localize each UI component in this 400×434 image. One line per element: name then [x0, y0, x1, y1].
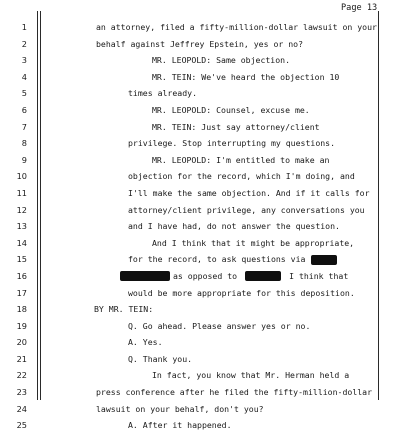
line-number: 18 [16, 304, 27, 315]
transcript-line [0, 185, 400, 202]
transcript-line [0, 52, 400, 69]
line-text-segment: A. After it happened. [128, 420, 232, 431]
transcript-line [0, 251, 400, 268]
line-text [128, 351, 192, 368]
line-number: 19 [16, 320, 27, 331]
line-text-segment: lawsuit on your behalf, don't you? [96, 403, 264, 414]
line-text-segment: Q. Go ahead. Please answer yes or no. [128, 320, 311, 331]
line-number: 25 [16, 420, 27, 431]
line-text [152, 102, 310, 119]
line-text [120, 268, 348, 285]
line-text [96, 36, 303, 53]
line-text [152, 152, 329, 169]
line-text-segment: times already. [128, 88, 198, 99]
transcript-lines [0, 19, 400, 434]
transcript-line [0, 367, 400, 384]
line-text [128, 218, 340, 235]
line-text [128, 318, 310, 335]
transcript-line [0, 384, 400, 401]
line-text [96, 19, 377, 36]
transcript-line [0, 202, 400, 219]
transcript-line [0, 351, 400, 368]
line-text-segment: Q. Thank you. [128, 353, 193, 364]
line-number: 5 [21, 88, 27, 99]
line-number: 3 [21, 55, 27, 66]
line-text-segment: MR. TEIN: We've heard the objection 10 [152, 71, 340, 82]
line-text-segment: and I have had, do not answer the question. [128, 221, 340, 232]
line-number: 21 [16, 353, 27, 364]
line-number: 15 [16, 254, 27, 265]
line-text-segment: behalf against Jeffrey Epstein, yes or no? [96, 38, 304, 49]
line-number: 13 [16, 221, 27, 232]
page-number: Page 13 [341, 3, 378, 13]
transcript-line [0, 401, 400, 418]
line-text-segment: And I think that it might be appropriate, [152, 237, 355, 248]
redaction-block [245, 271, 281, 281]
line-text [152, 69, 339, 86]
line-text-segment: press conference after he filed the fifty-million-dollar [96, 387, 373, 398]
line-number: 11 [16, 187, 27, 198]
line-text [128, 85, 197, 102]
line-text [152, 119, 320, 136]
line-text [96, 401, 264, 418]
line-text-segment: MR. LEOPOLD: Counsel, excuse me. [152, 104, 310, 115]
line-number: 4 [21, 71, 27, 82]
line-text-segment: MR. TEIN: Just say attorney/client [152, 121, 320, 132]
line-text [152, 367, 349, 384]
line-number: 1 [21, 22, 27, 32]
line-text-segment: BY MR. TEIN: [94, 304, 154, 315]
line-text-segment: I'll make the same objection. And if it calls for [128, 187, 370, 198]
line-number: 10 [16, 171, 27, 182]
redaction-block [120, 271, 170, 281]
transcript-line [0, 85, 400, 102]
line-text [152, 52, 290, 69]
line-text-segment: MR. LEOPOLD: Same objection. [152, 55, 291, 66]
transcript-line [0, 318, 400, 335]
transcript-line [0, 69, 400, 86]
line-text-segment: as opposed to [173, 270, 238, 281]
line-text [94, 301, 153, 318]
transcript-line [0, 301, 400, 318]
line-text [128, 417, 232, 434]
line-number: 12 [16, 204, 27, 215]
line-number: 22 [16, 370, 27, 381]
line-number: 8 [21, 138, 27, 149]
line-number: 24 [16, 403, 27, 414]
line-text [128, 168, 355, 185]
line-text-segment: A. Yes. [128, 337, 163, 348]
transcript-line [0, 268, 400, 285]
transcript-line [0, 36, 400, 53]
line-text [152, 235, 354, 252]
line-text-segment: privilege. Stop interrupting my questions. [128, 138, 336, 149]
line-text [96, 384, 372, 401]
line-text-segment: I think that [289, 270, 349, 281]
line-text [128, 202, 365, 219]
transcript-line [0, 102, 400, 119]
line-text-segment: would be more appropriate for this deposition. [128, 287, 355, 298]
transcript-line [0, 417, 400, 434]
line-number: 14 [16, 237, 27, 248]
line-text [128, 135, 335, 152]
line-number: 16 [16, 270, 27, 281]
line-text [128, 285, 355, 302]
line-number: 2 [21, 38, 27, 49]
redaction-block [311, 255, 337, 265]
line-text [128, 185, 370, 202]
line-number: 7 [21, 121, 27, 132]
line-text [128, 251, 337, 268]
line-text-segment: MR. LEOPOLD: I'm entitled to make an [152, 154, 330, 165]
line-text-segment: an attorney, filed a fifty-million-dollar lawsuit on your [96, 22, 377, 32]
transcript-line [0, 285, 400, 302]
transcript-line [0, 334, 400, 351]
transcript-line [0, 168, 400, 185]
line-number: 23 [16, 387, 27, 398]
transcript-line [0, 152, 400, 169]
line-number: 9 [21, 154, 27, 165]
line-text-segment: In fact, you know that Mr. Herman held a [152, 370, 350, 381]
line-number: 17 [16, 287, 27, 298]
transcript-line [0, 119, 400, 136]
transcript-line [0, 19, 400, 36]
line-number: 6 [21, 104, 27, 115]
transcript-line [0, 135, 400, 152]
line-number: 20 [16, 337, 27, 348]
line-text-segment: objection for the record, which I'm doing, and [128, 171, 355, 182]
transcript-line [0, 235, 400, 252]
line-text-segment: for the record, to ask questions via [128, 254, 306, 265]
transcript-line [0, 218, 400, 235]
line-text [128, 334, 163, 351]
line-text-segment: attorney/client privilege, any conversations you [128, 204, 365, 215]
